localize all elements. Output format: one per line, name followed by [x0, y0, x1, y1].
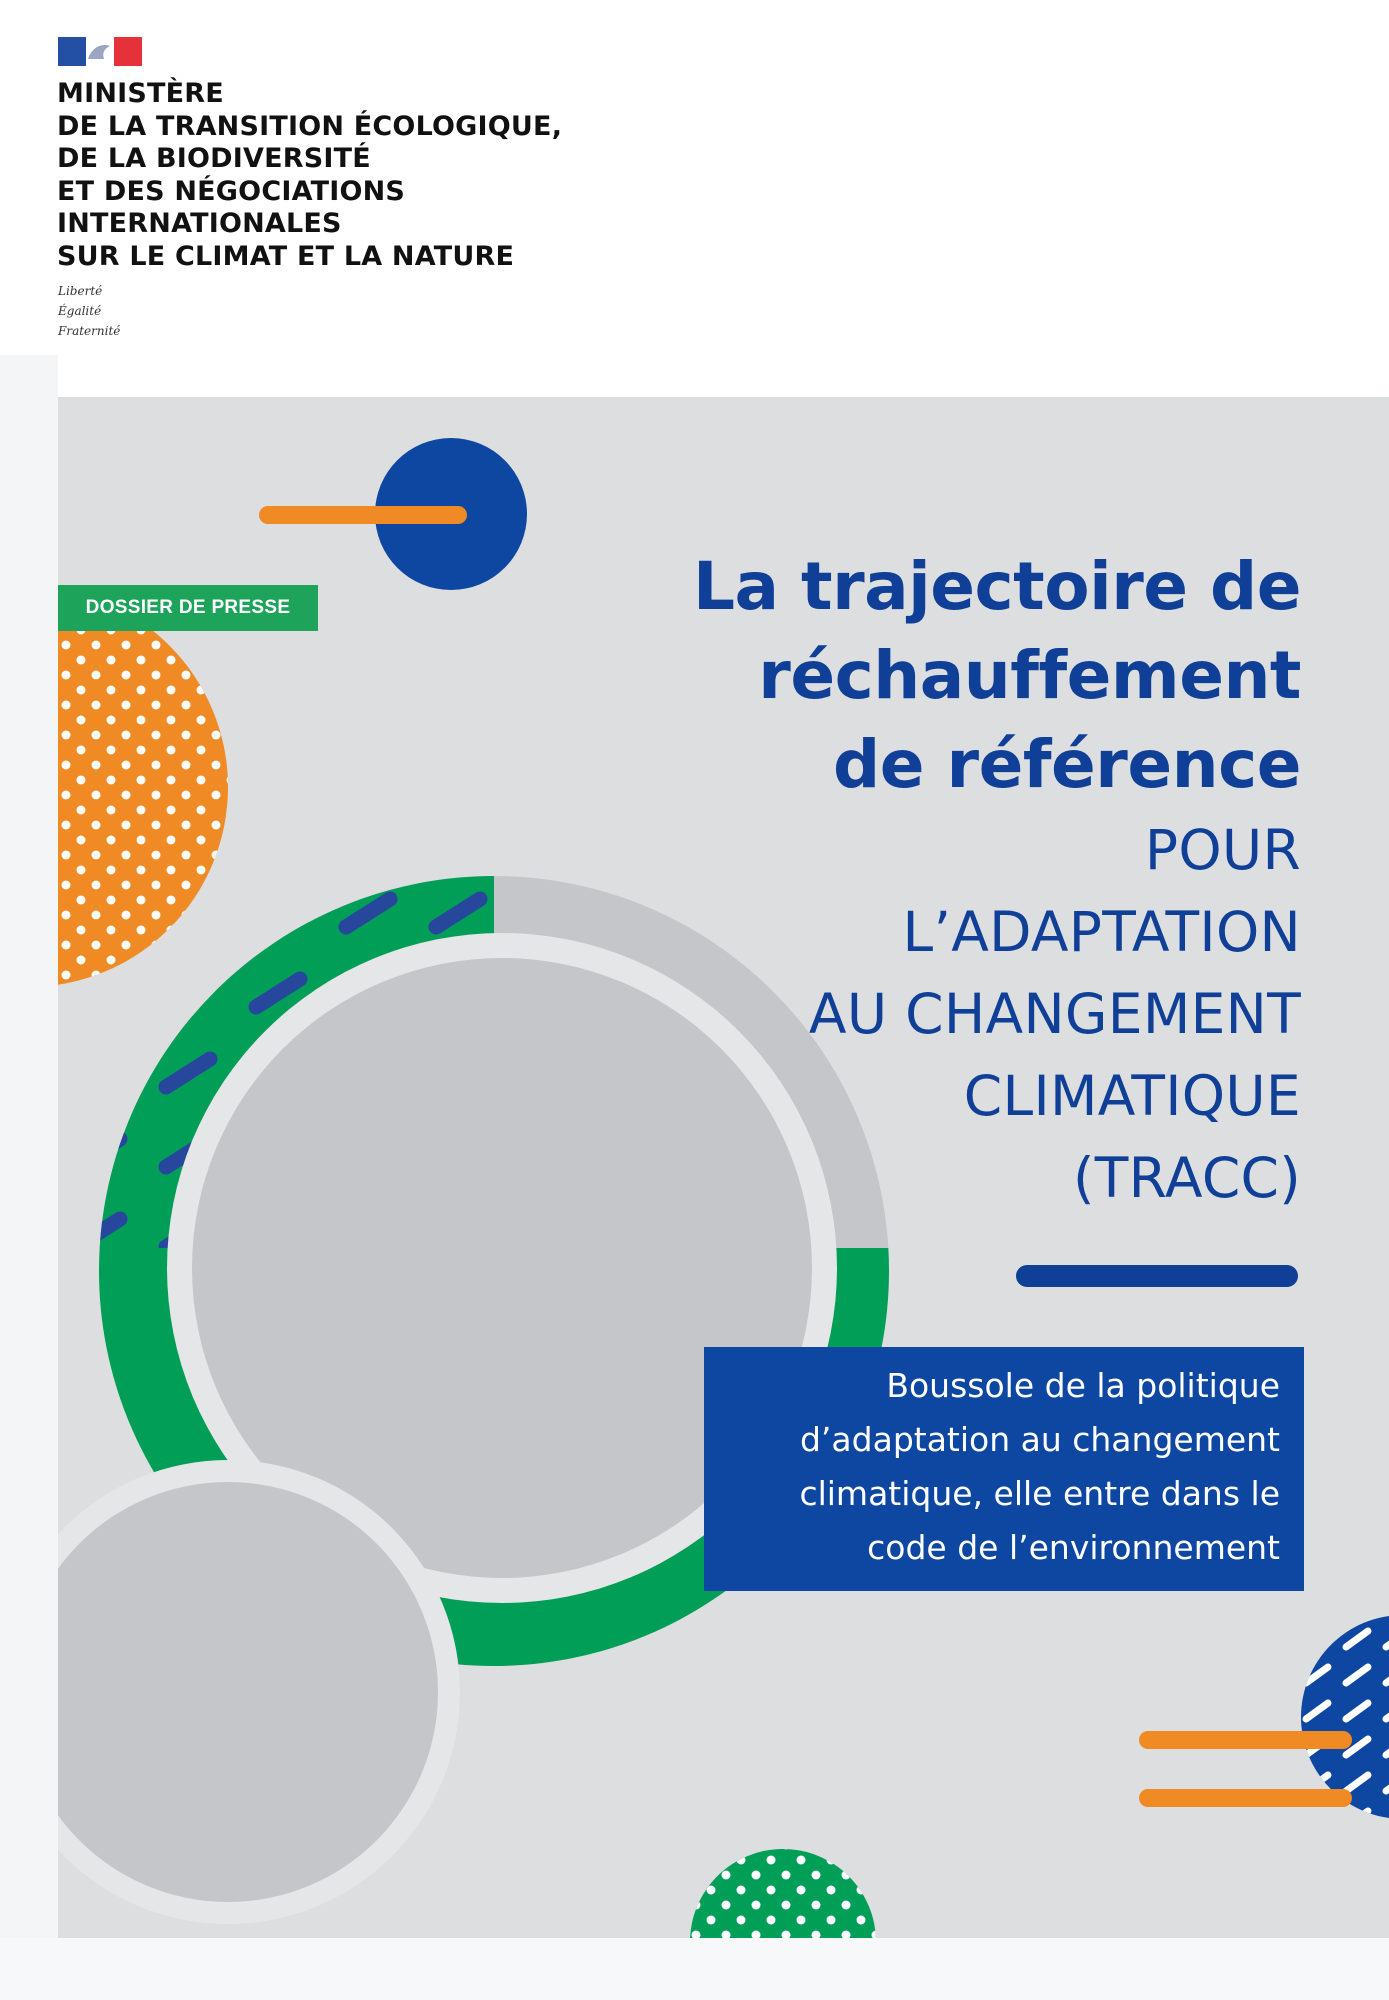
summary-line: code de l’environnement: [867, 1528, 1280, 1567]
summary-line: d’adaptation au changement: [799, 1420, 1280, 1459]
orange-dotted-circle-shape: [58, 587, 228, 987]
green-dotted-circle-shape: [690, 1849, 876, 1938]
subtitle-line: L’ADAPTATION: [902, 900, 1301, 964]
title-line: réchauffement: [758, 637, 1301, 714]
motto-line: Égalité: [58, 304, 102, 318]
page-margin-bottom: [0, 1938, 1389, 2000]
motto-line: Liberté: [58, 284, 103, 298]
ministry-line: MINISTÈRE: [57, 78, 224, 109]
ministry-line: DE LA BIODIVERSITÉ: [57, 143, 371, 175]
page-margin-left: [0, 355, 58, 2000]
navy-striped-circle-shape: [1301, 1615, 1389, 1819]
cover-panel: [58, 397, 1389, 1938]
cover-title: [401, 542, 1301, 1219]
summary-line: climatique, elle entre dans le: [799, 1474, 1280, 1513]
ministry-line: ET DES NÉGOCIATIONS: [57, 175, 406, 207]
ministry-line: SUR LE CLIMAT ET LA NATURE: [57, 240, 515, 272]
ministry-name: [57, 78, 562, 274]
subtitle-line: CLIMATIQUE: [963, 1064, 1301, 1128]
subtitle-line: AU CHANGEMENT: [808, 982, 1301, 1046]
ministry-line: INTERNATIONALES: [57, 208, 342, 240]
summary-box: [704, 1347, 1304, 1591]
press-kit-badge: DOSSIER DE PRESSE: [58, 585, 318, 631]
summary-line: Boussole de la politique: [886, 1366, 1280, 1405]
republic-motto: [58, 281, 120, 341]
motto-line: Fraternité: [58, 324, 121, 338]
ministry-line: DE LA TRANSITION ÉCOLOGIQUE,: [57, 110, 563, 142]
title-line: de référence: [833, 726, 1301, 803]
title-main: [401, 542, 1301, 809]
marianne-logo-icon: [58, 37, 142, 66]
title-subtitle: [401, 809, 1301, 1219]
subtitle-line: POUR: [1144, 818, 1301, 882]
title-line: La trajectoire de: [692, 548, 1301, 625]
title-underline-bar: [1016, 1265, 1298, 1287]
subtitle-line: (TRACC): [1072, 1146, 1301, 1210]
